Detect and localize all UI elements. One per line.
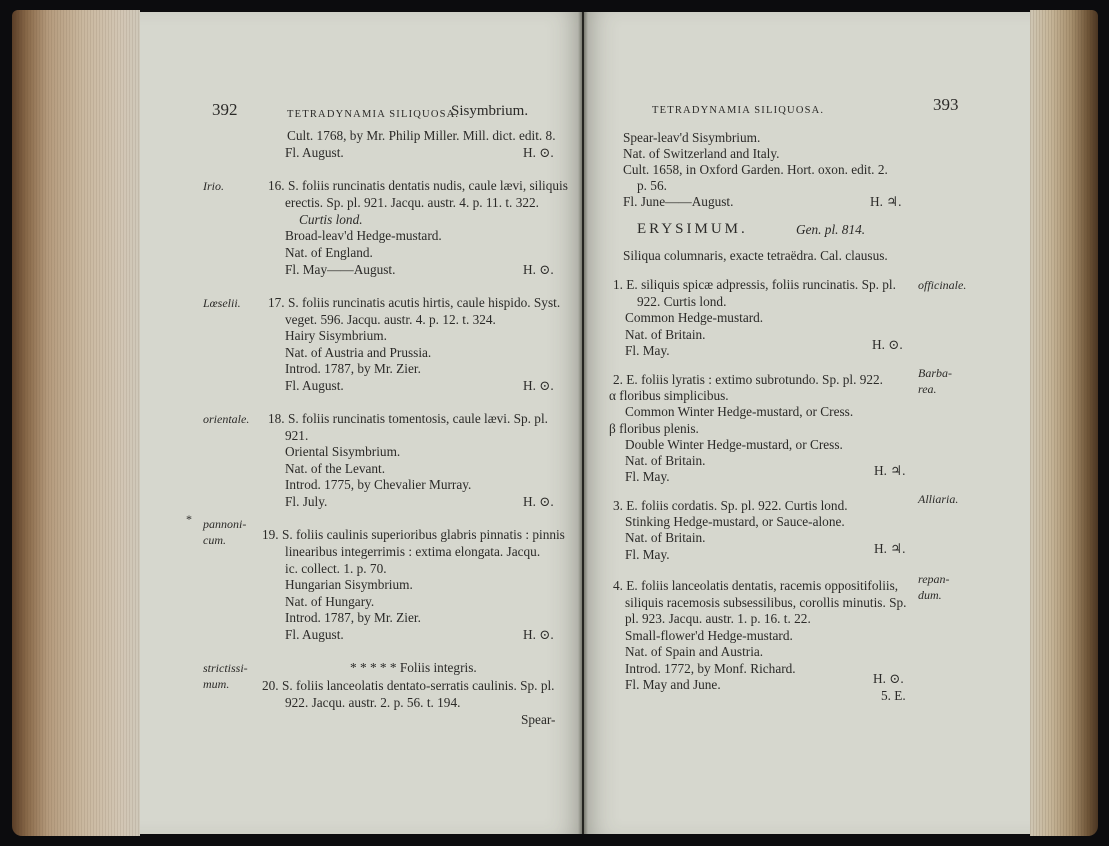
text-line: 1. E. siliquis spicæ adpressis, foliis runcinatis. Sp. pl. — [613, 277, 896, 292]
text-line: 921. — [285, 428, 309, 443]
text-line: Fl. August. — [285, 378, 344, 393]
text-line: 922. Jacqu. austr. 2. p. 56. t. 194. — [285, 695, 461, 710]
star-marker: * — [186, 512, 192, 526]
text-line: Siliqua columnaris, exacte tetraëdra. Cal. clausus. — [623, 248, 888, 263]
text-line: Fl. May and June. — [625, 677, 721, 692]
text-line: 16. S. foliis runcinatis dentatis nudis, caule lævi, siliquis — [268, 178, 568, 193]
text-line: Nat. of Switzerland and Italy. — [623, 146, 780, 161]
text-line: pl. 923. Jacqu. austr. 1. p. 16. t. 22. — [625, 611, 811, 626]
margin-note: Irio. — [203, 179, 224, 193]
text-line: Double Winter Hedge-mustard, or Cress. — [625, 437, 843, 452]
margin-note: pannoni- — [203, 517, 247, 531]
text-line: Nat. of Hungary. — [285, 594, 375, 609]
text-line: H. ⊙. — [873, 671, 904, 686]
text-line: linearibus integerrimis : extima elongata. Jacqu. — [285, 544, 541, 559]
text-line: Fl. May——August. — [285, 262, 396, 277]
text-line: 922. Curtis lond. — [637, 294, 727, 309]
text-line: Fl. May. — [625, 547, 670, 562]
text-line: Fl. May. — [625, 469, 670, 484]
text-line: 20. S. foliis lanceolatis dentato-serratis caulinis. Sp. pl. — [262, 678, 555, 693]
text-line: H. ⊙. — [523, 262, 554, 277]
text-line: 4. E. foliis lanceolatis dentatis, racemis oppositifoliis, — [613, 578, 899, 593]
text-line: 2. E. foliis lyratis : extimo subrotundo. Sp. pl. 922. — [613, 372, 883, 387]
margin-note: cum. — [203, 533, 226, 547]
genus-heading: ERYSIMUM. — [637, 221, 748, 237]
text-line: Nat. of England. — [285, 245, 373, 260]
text-line: β floribus plenis. — [609, 421, 699, 436]
text-line: H. ⊙. — [523, 378, 554, 393]
text-line: ic. collect. 1. p. 70. — [285, 561, 387, 576]
text-line: Nat. of the Levant. — [285, 461, 386, 476]
text-line: Spear- — [521, 712, 556, 727]
text-line: α floribus simplicibus. — [609, 388, 729, 403]
text-line: Nat. of Spain and Austria. — [625, 644, 764, 659]
text-line: Introd. 1775, by Chevalier Murray. — [285, 477, 472, 492]
text-line: H. ♃. — [874, 541, 906, 556]
text-line: Nat. of Britain. — [625, 530, 706, 545]
text-line: Oriental Sisymbrium. — [285, 444, 401, 459]
margin-note: repan- — [918, 572, 950, 586]
text-line: H. ⊙. — [872, 337, 903, 352]
text-line: Fl. August. — [285, 627, 344, 642]
text-line: H. ⊙. — [523, 627, 554, 642]
text-line: 3. E. foliis cordatis. Sp. pl. 922. Curtis lond. — [613, 498, 848, 513]
left-running-head: TETRADYNAMIA SILIQUOSA. — [287, 109, 460, 120]
right-page-number: 393 — [933, 95, 959, 114]
text-line: Stinking Hedge-mustard, or Sauce-alone. — [625, 514, 845, 529]
text-line: Broad-leav'd Hedge-mustard. — [285, 228, 442, 243]
text-line: Nat. of Britain. — [625, 327, 706, 342]
text-line: Introd. 1787, by Mr. Zier. — [285, 610, 421, 625]
text-line: Small-flower'd Hedge-mustard. — [625, 628, 793, 643]
margin-note: strictissi- — [203, 661, 248, 675]
text-line: p. 56. — [637, 178, 667, 193]
text-line: H. ♃. — [874, 463, 906, 478]
text-line: Cult. 1768, by Mr. Philip Miller. Mill. dict. edit. 8. — [287, 128, 556, 143]
text-line: Common Winter Hedge-mustard, or Cress. — [625, 404, 854, 419]
text-line: Introd. 1772, by Monf. Richard. — [625, 661, 796, 676]
text-line: Common Hedge-mustard. — [625, 310, 764, 325]
margin-note: orientale. — [203, 412, 250, 426]
margin-note: mum. — [203, 677, 230, 691]
text-line: Fl. July. — [285, 494, 328, 509]
margin-note: Barba- — [918, 366, 952, 380]
text-line: * * * * * Foliis integris. — [350, 660, 477, 675]
text-line: Hairy Sisymbrium. — [285, 328, 387, 343]
margin-note: rea. — [918, 382, 937, 396]
text-line: Curtis lond. — [299, 212, 363, 227]
margin-note: Lœselii. — [203, 296, 241, 310]
text-line: 18. S. foliis runcinatis tomentosis, caule lævi. Sp. pl. — [268, 411, 548, 426]
margin-note: Alliaria. — [918, 492, 959, 506]
margin-note: dum. — [918, 588, 942, 602]
text-line: erectis. Sp. pl. 921. Jacqu. austr. 4. p. 11. t. 322. — [285, 195, 539, 210]
text-line: H. ♃. — [870, 194, 902, 209]
text-line: Fl. June——August. — [623, 194, 734, 209]
text-line: H. ⊙. — [523, 494, 554, 509]
book-gutter — [578, 12, 588, 834]
text-line: Hungarian Sisymbrium. — [285, 577, 413, 592]
text-line: 17. S. foliis runcinatis acutis hirtis, caule hispido. Syst. — [268, 295, 561, 310]
text-line: Nat. of Britain. — [625, 453, 706, 468]
page-edges-left — [12, 10, 140, 836]
margin-note: officinale. — [918, 278, 967, 292]
text-line: veget. 596. Jacqu. austr. 4. p. 12. t. 324. — [285, 312, 496, 327]
text-line: Nat. of Austria and Prussia. — [285, 345, 432, 360]
left-running-head-genus: Sisymbrium. — [451, 103, 529, 119]
text-line: siliquis racemosis subsessilibus, corollis minutis. Sp. — [625, 595, 907, 610]
genus-reference: Gen. pl. 814. — [796, 222, 866, 237]
text-line: Fl. May. — [625, 343, 670, 358]
text-line: Fl. August. — [285, 145, 344, 160]
text-line: Introd. 1787, by Mr. Zier. — [285, 361, 421, 376]
text-line: 19. S. foliis caulinis superioribus glabris pinnatis : pinnis — [262, 527, 565, 542]
right-running-head: TETRADYNAMIA SILIQUOSA. — [652, 105, 825, 116]
text-line: Spear-leav'd Sisymbrium. — [623, 130, 761, 145]
page-edges-right — [1030, 10, 1098, 836]
left-page-number: 392 — [212, 100, 238, 119]
text-line: H. ⊙. — [523, 145, 554, 160]
text-line: 5. E. — [881, 688, 906, 703]
text-line: Cult. 1658, in Oxford Garden. Hort. oxon. edit. 2. — [623, 162, 888, 177]
